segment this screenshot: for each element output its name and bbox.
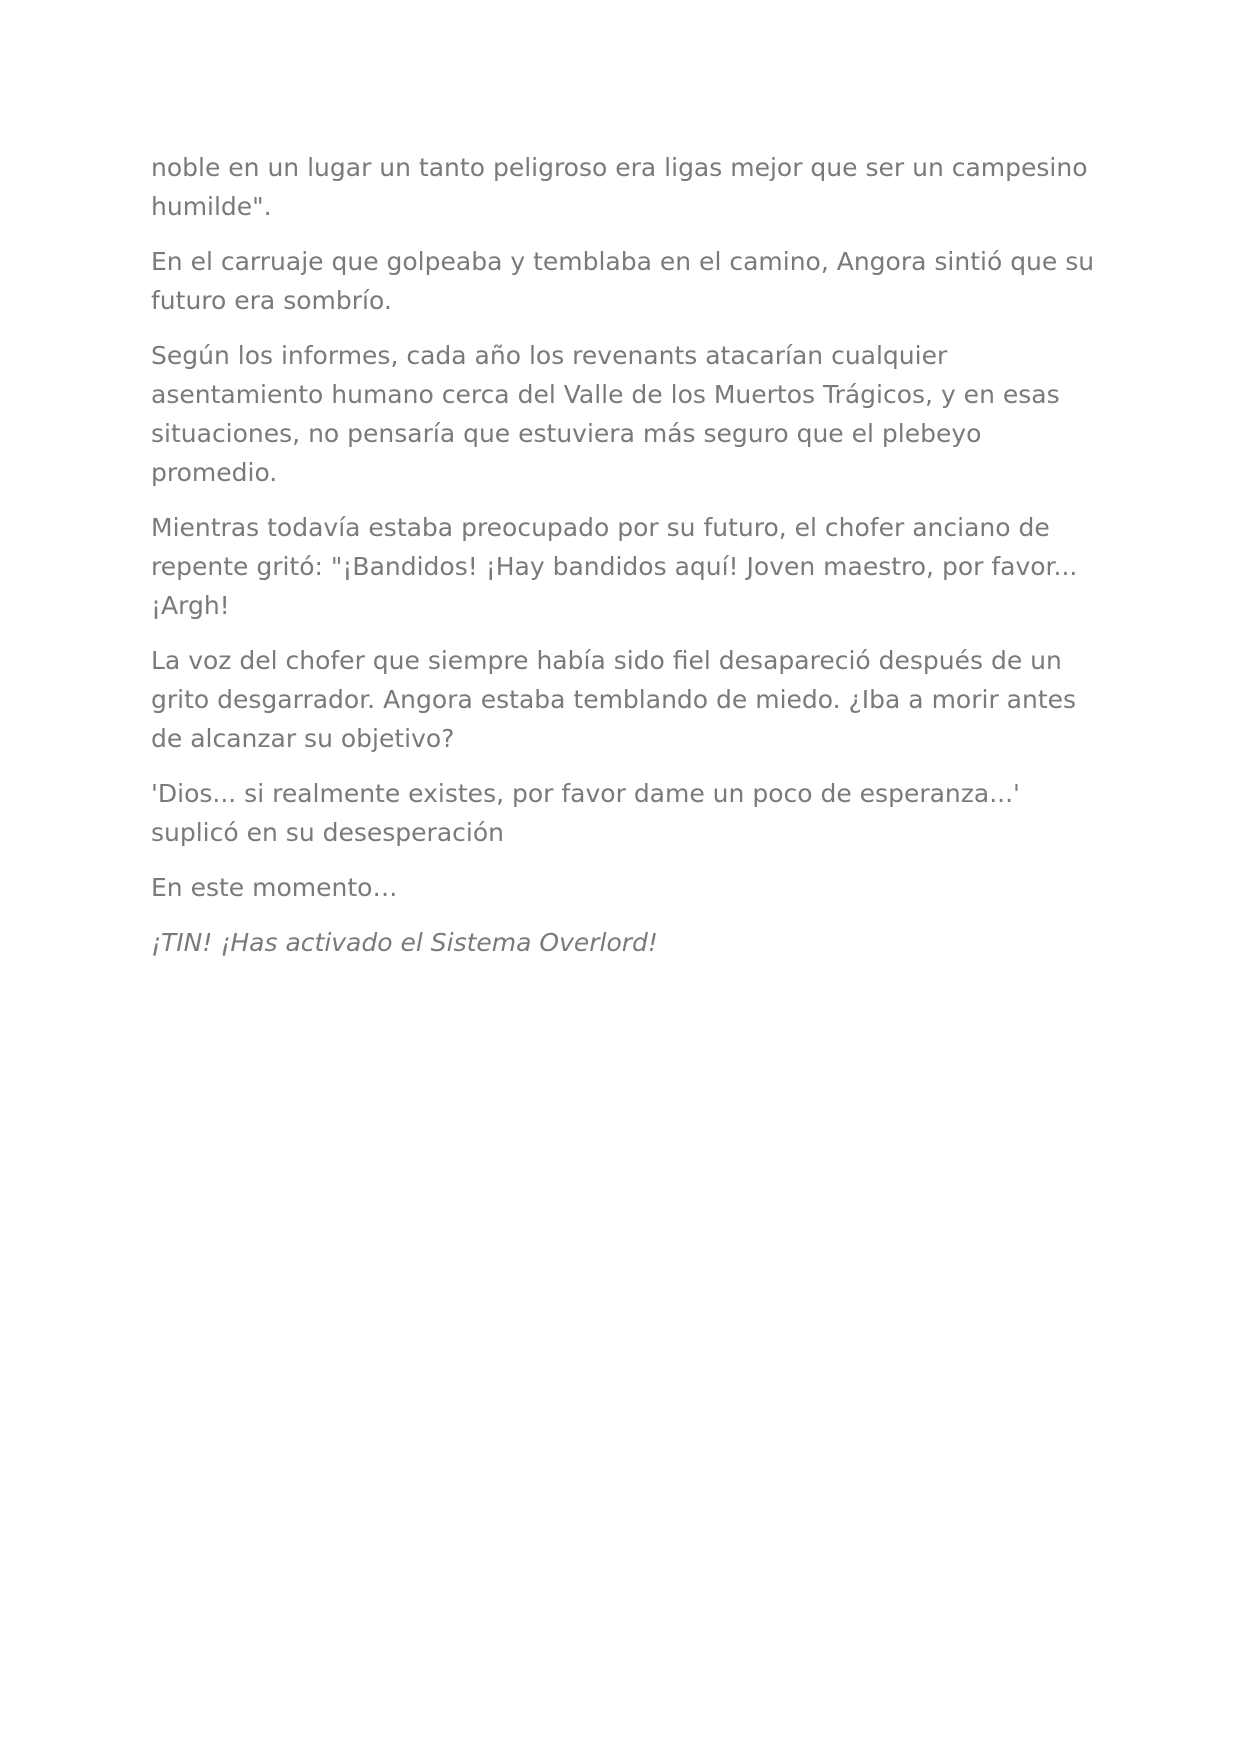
paragraph-3: Según los informes, cada año los revenants atacarían cualquier asentamiento humano cerca del Valle de los Muertos Trágicos, y en esas situaciones, no pensaría que estuviera más seguro que el plebeyo promedio. — [151, 341, 1060, 487]
paragraph-2: En el carruaje que golpeaba y temblaba en el camino, Angora sintió que su futuro era sombrío. — [151, 247, 1095, 315]
paragraph-6: 'Dios... si realmente existes, por favor dame un poco de esperanza...' suplicó en su desesperación — [151, 779, 1020, 847]
text-body — [151, 148, 1099, 978]
paragraph-4: Mientras todavía estaba preocupado por su futuro, el chofer anciano de repente gritó: "¡Bandidos! ¡Hay bandidos aquí! Joven maestro, por favor... ¡Argh! — [151, 513, 1078, 620]
paragraph-5: La voz del chofer que siempre había sido fiel desapareció después de un grito desgarrador. Angora estaba temblando de miedo. ¿Iba a morir antes de alcanzar su objetivo? — [151, 646, 1077, 753]
paragraph-system-message: ¡TIN! ¡Has activado el Sistema Overlord! — [151, 928, 658, 957]
paragraph-7: En este momento… — [151, 873, 398, 902]
paragraph-1: noble en un lugar un tanto peligroso era ligas mejor que ser un campesino humilde". — [151, 153, 1088, 221]
